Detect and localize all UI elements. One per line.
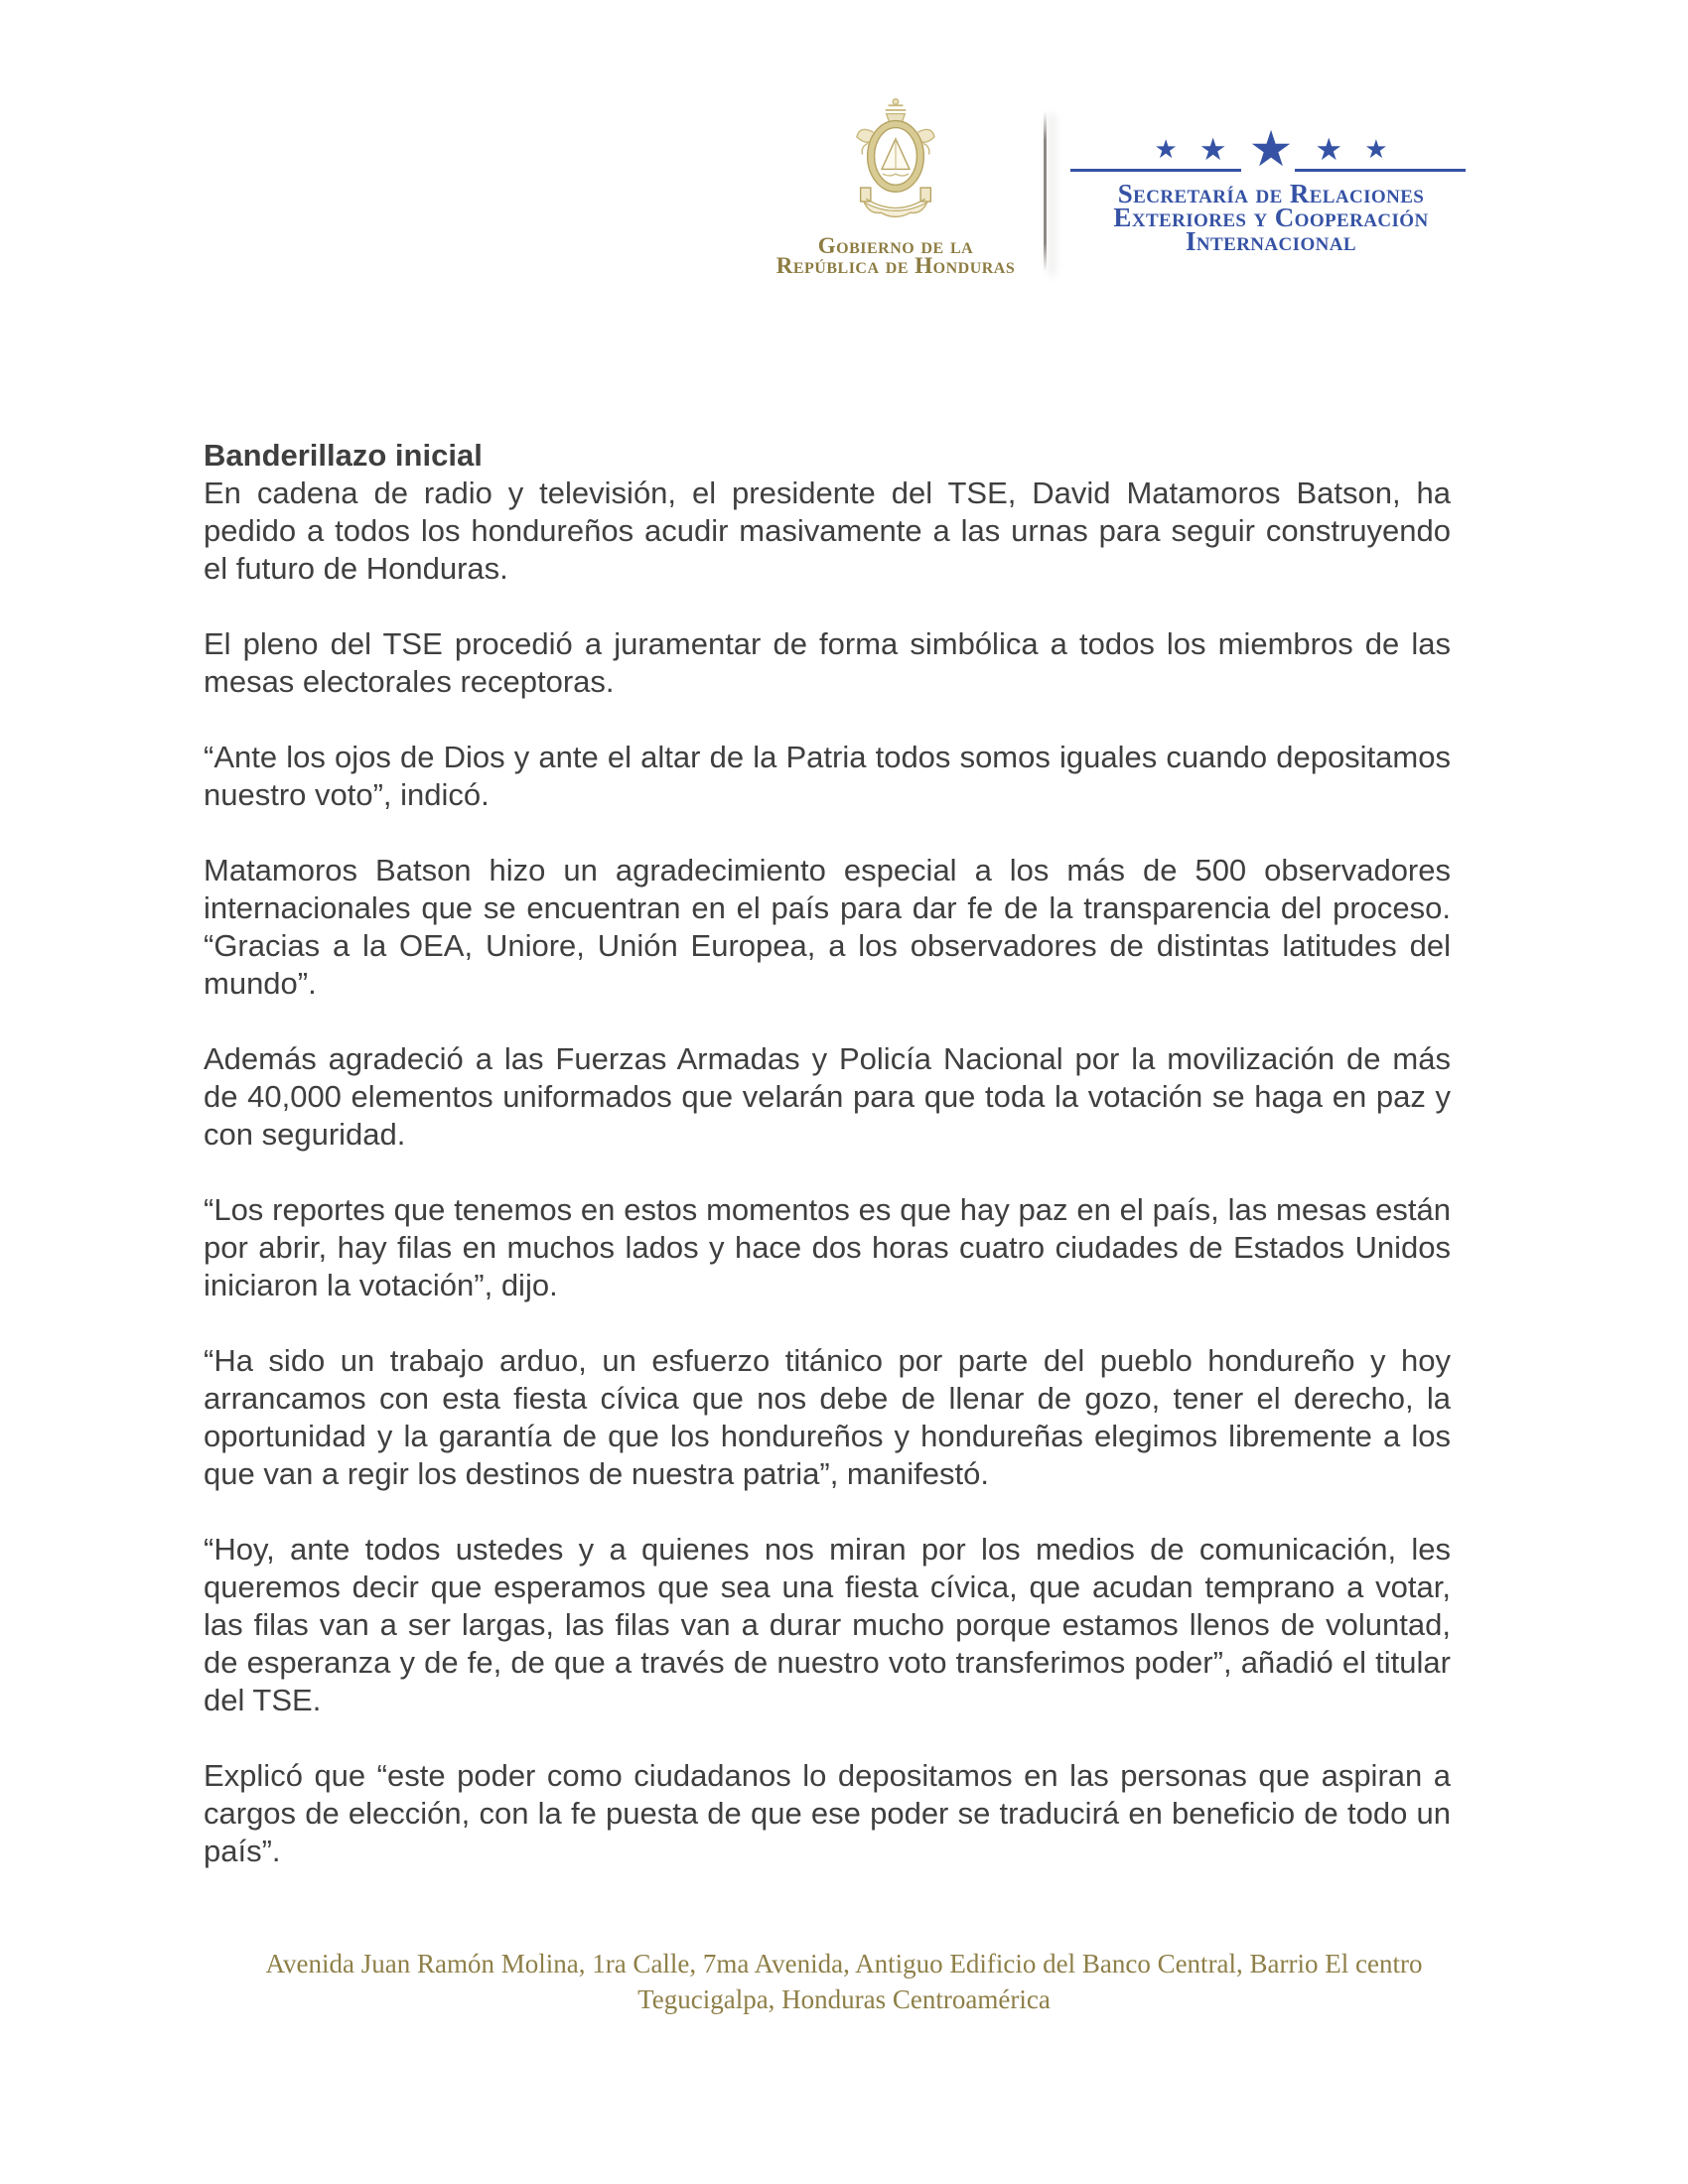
star-icon: ★ <box>1198 131 1227 168</box>
paragraph: “Hoy, ante todos ustedes y a quienes nos miran por los medios de comunicación, les queremos decir que esperamos que sea una fiesta cívica, que acudan temprano a votar, las filas van a ser largas, las filas van a durar mucho porque estamos llenos de voluntad, de esperanza y de fe, de que a través de nuestro voto transferimos poder”, añadió el titular del TSE. <box>204 1532 1451 1717</box>
government-logo-line1: Gobierno de la <box>817 233 974 258</box>
footer-address-line2: Tegucigalpa, Honduras Centroamérica <box>637 1984 1051 2014</box>
paragraph: En cadena de radio y televisión, el presidente del TSE, David Matamoros Batson, ha pedido a todos los hondureños acudir masivamente a las urnas para seguir construyendo el futuro de Honduras. <box>204 476 1451 586</box>
government-logo <box>763 95 1029 276</box>
paragraph-group <box>204 437 1451 588</box>
government-logo-line2: República de Honduras <box>775 253 1016 278</box>
stars-banner <box>1062 120 1479 178</box>
footer-address-line1: Avenida Juan Ramón Molina, 1ra Calle, 7ma Avenida, Antiguo Edificio del Banco Central, Barrio El centro <box>265 1949 1423 1979</box>
paragraph: “Ha sido un trabajo arduo, un esfuerzo titánico por parte del pueblo hondureño y hoy arrancamos con esta fiesta cívica que nos debe de llenar de gozo, tener el derecho, la oportunidad y la garantía de que los hondureños y hondureñas elegimos libremente a los que van a regir los destinos de nuestra patria”, manifestó. <box>204 1343 1451 1491</box>
document-body <box>204 437 1451 1870</box>
header-divider <box>1044 111 1047 272</box>
paragraph: Explicó que “este poder como ciudadanos lo depositamos en las personas que aspiran a cargos de elección, con la fe puesta de que ese poder se traducirá en beneficio de todo un país”. <box>204 1758 1451 1868</box>
secretaria-logo-text <box>1062 179 1479 256</box>
footer-address <box>0 1946 1688 2017</box>
paragraph: “Ante los ojos de Dios y ante el altar de la Patria todos somos iguales cuando depositamos nuestro voto”, indicó. <box>204 740 1451 812</box>
secretaria-line1: Secretaría de Relaciones <box>1117 179 1425 208</box>
secretaria-logo <box>1062 120 1479 256</box>
star-icon: ★ <box>1364 135 1388 165</box>
paragraph: “Los reportes que tenemos en estos momentos es que hay paz en el país, las mesas están por abrir, hay filas en muchos lados y hace dos horas cuatro ciudades de Estados Unidos iniciaron la votación”, dijo. <box>204 1192 1451 1302</box>
secretaria-line2: Exteriores y Cooperación <box>1113 203 1429 232</box>
paragraph: Además agradeció a las Fuerzas Armadas y Policía Nacional por la movilización de más de 40,000 elementos uniformados que velarán para que toda la votación se haga en paz y con seguridad. <box>204 1041 1451 1152</box>
paragraph: El pleno del TSE procedió a juramentar de forma simbólica a todos los miembros de las mesas electorales receptoras. <box>204 626 1451 699</box>
government-logo-text <box>763 233 1029 278</box>
coat-of-arms-icon <box>840 95 951 228</box>
star-icon: ★ <box>1315 131 1343 168</box>
section-heading: Banderillazo inicial <box>204 438 483 473</box>
star-icon: ★ <box>1248 120 1294 178</box>
paragraph: Matamoros Batson hizo un agradecimiento especial a los más de 500 observadores internacionales que se encuentran en el país para dar fe de la transparencia del proceso. “Gracias a la OEA, Uniore, Unión Europea, a los observadores de distintas latitudes del mundo”. <box>204 853 1451 1001</box>
five-stars-icon <box>1062 120 1479 178</box>
secretaria-line3: Internacional <box>1186 226 1356 256</box>
star-icon: ★ <box>1154 135 1178 165</box>
